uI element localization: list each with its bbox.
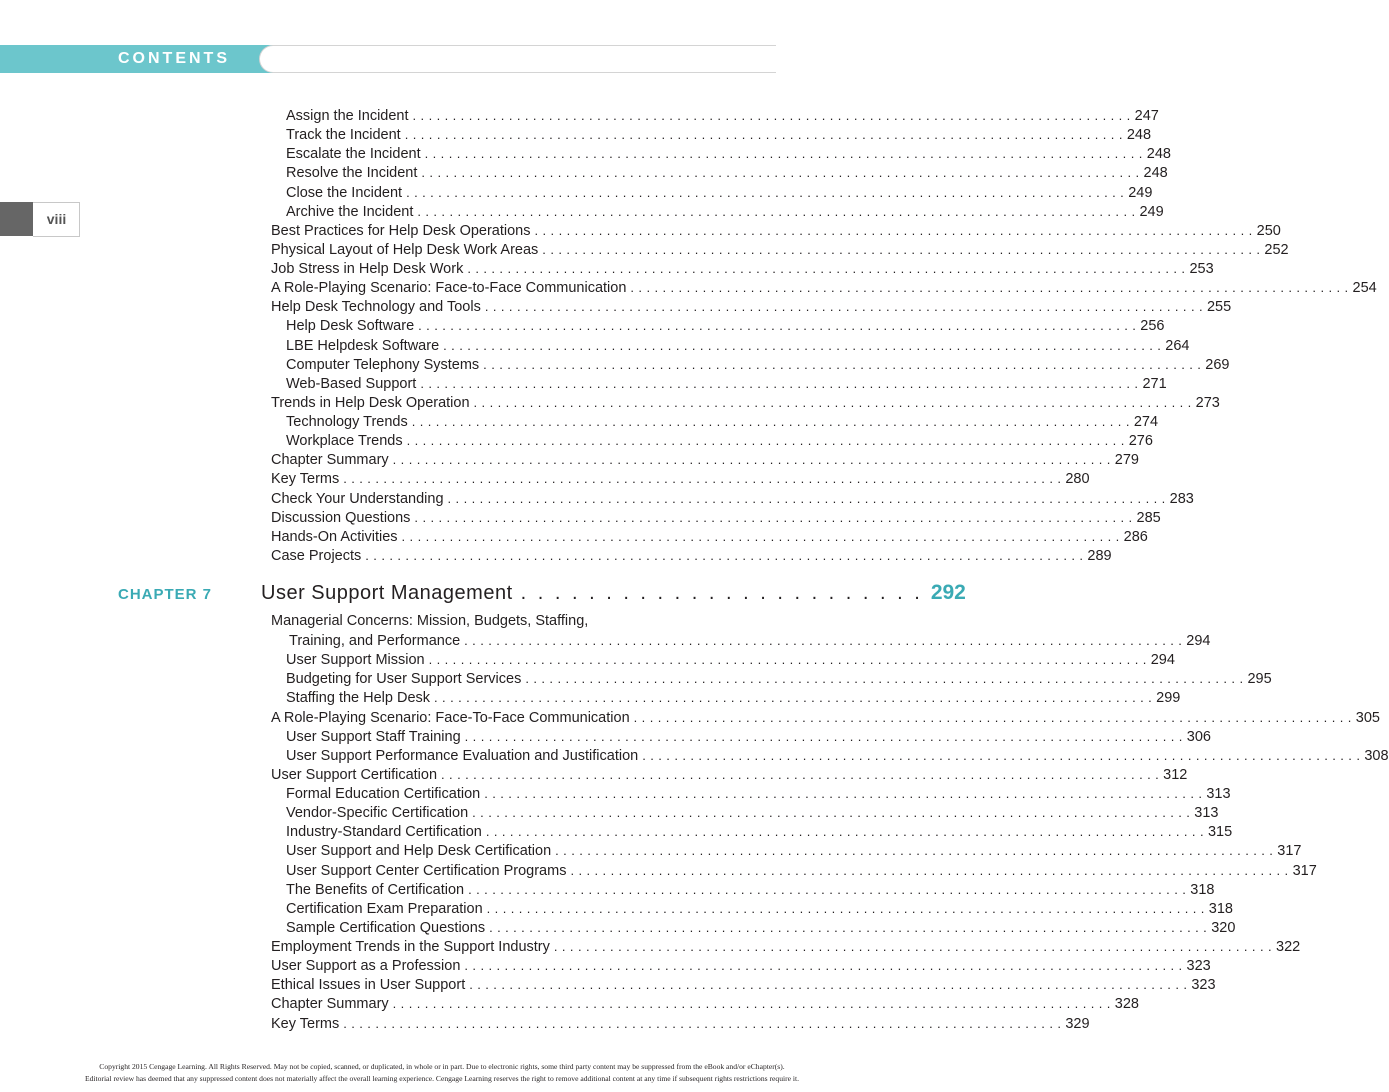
toc-entry-page: 289: [1087, 547, 1112, 564]
leader-dots: . . . . . . . . . . . . . . . . . . . . . . . . . . . . . . . . . . . . . . . . . . . . . . . . . . . . . . . . . . . . . . . . . . . . . . . . . . . . . . . . . . . . . . . . . .: [485, 824, 1204, 840]
toc-entry-title: Physical Layout of Help Desk Work Areas: [271, 241, 539, 258]
toc-entry-title: Chapter Summary: [271, 452, 389, 469]
toc-entry-page: 315: [1207, 824, 1233, 841]
toc-entry[interactable]: [289, 631, 1211, 650]
toc-entry-page: 312: [1163, 766, 1188, 783]
toc-entry[interactable]: [271, 489, 1194, 508]
toc-entry[interactable]: [271, 393, 1220, 412]
toc-entry[interactable]: [271, 508, 1161, 527]
leader-dots: . . . . . . . . . . . . . . . . . . . . . . . . . . . . . . . . . . . . . . . . . . . . . . . . . . . . . . . . . . . . . . . . . . . . . . . . . . . . . . . . . . . . . . . . . .: [406, 184, 1125, 200]
header-rule: [259, 45, 776, 73]
toc-entry[interactable]: [271, 956, 1211, 975]
page-title: CONTENTS: [118, 50, 230, 67]
toc-entry-title: User Support Performance Evaluation and Justification: [286, 747, 639, 764]
toc-entry-page: 280: [1065, 471, 1090, 488]
toc-entry-page: 256: [1140, 318, 1165, 335]
leader-dots: . . . . . . . . . . . . . . . . . . . . . . . . . . . . . . . . . . . . . . . . . . . . . . . . . . . . . . . . . . . . . . . . . . . . . . . . . . . . . . . . . . . . . . . . . .: [424, 146, 1143, 162]
toc-entry-title: Track the Incident: [286, 127, 401, 144]
toc-entry-title: Job Stress in Help Desk Work: [271, 261, 464, 278]
toc-entry-page: 294: [1150, 652, 1175, 669]
toc-entry-page: 273: [1195, 394, 1220, 411]
leader-dots: . . . . . . . . . . . . . . . . . . . . . . . . . . . . . . . . . . . . . . . . . . . . . . . . . . . . . . . . . . . . . . . . . . . . . . . . . . . . . . . . . . . . . . . . . .: [633, 709, 1352, 725]
toc-entry-title: Computer Telephony Systems: [286, 356, 480, 373]
toc-entry[interactable]: [286, 746, 1389, 765]
toc-entry-title: User Support Staff Training: [286, 728, 461, 745]
leader-dots: . . . . . . . . . . . . . . . . . . . . . . . . . . . . . . . . . . . . . . . . . . . . . . . . . . . . . . . . . . . . . . . . . . . . . . . . . . . . . . . . . . . . . . . . . .: [570, 862, 1289, 878]
leader-dots: . . . . . . . . . . . . . . . . . . . . . . . . . . . . . . . . . . . . . . . . . . . . . . . . . . . . . . . . . . . . . . . . . . . . . . . . . . . . . . . . . . . . . . . . . .: [469, 977, 1188, 993]
toc-entry-page: 299: [1156, 690, 1181, 707]
toc-entry-title: Certification Exam Preparation: [286, 900, 483, 917]
toc-entry-title: Archive the Incident: [286, 203, 414, 220]
toc-entry-title: Staffing the Help Desk: [286, 690, 431, 707]
toc-entry[interactable]: [286, 918, 1236, 937]
toc-entry[interactable]: [286, 412, 1159, 431]
leader-dots: . . . . . . . . . . . . . . . . . . . . . . . . . . . . . . . . . . . . . . . . . . . . . . . . . . . . . . . . . . . . . . . . . . . . . . . . . . . . . . . . . . . . . . . . . .: [464, 633, 1183, 648]
toc-entry[interactable]: [286, 727, 1211, 746]
toc-entry[interactable]: [286, 202, 1164, 221]
leader-dots: . . . . . . . . . . . . . . . . . . . . . . . . . . . . . . . . . . . . . . . . . . . . . . . . . . . . . . . . . . . . . . . . . . . . . . . . . . . . . . . . . . . . . . . . . .: [421, 165, 1140, 181]
leader-dots: . . . . . . . . . . . . . . . . . . . . . . . . . . . . . . . . . . . . . . . . . . . . . . . . . . . . . . . . . . . . . . . . . . . . . . . . . . . . . . . . . . . . . . . . . .: [467, 261, 1186, 277]
leader-dots: . . . . . . . . . . . . . . . . . . . . . . . . . . . . . . . . . . . . . . . . . . . . . . . . . . . . . . . . . . . . . . . . . . . . . . . . . . . . . . . . . . . . . . . . . .: [472, 805, 1191, 821]
toc-entry-page: 318: [1208, 900, 1233, 917]
toc-entry-title: Budgeting for User Support Services: [286, 671, 522, 688]
toc-entry-title: Hands-On Activities: [271, 528, 398, 545]
leader-dots: . . . . . . . . . . . . . . . . . . . . . . . . . . . . . . . . . . . . . . . . . . . . . . . . . . . . . . . . . . . . . . . . . . . . . . . . . . . . . . . . . . . . . . . . . .: [525, 671, 1244, 687]
toc-entry[interactable]: [286, 650, 1175, 669]
toc-entry-title: Close the Incident: [286, 184, 403, 201]
footer-line-2: Editorial review has deemed that any suppressed content does not materially affect the overall learning experience. Cengage Learning reserves the right to remove additional content at any time if subsequent rights restrictions require it.: [84, 1074, 800, 1083]
toc-entry-title: Help Desk Technology and Tools: [271, 299, 481, 316]
toc-entry[interactable]: [271, 278, 1377, 297]
toc-entry[interactable]: [271, 469, 1090, 488]
toc-entry-title: Technology Trends: [286, 414, 408, 431]
leader-dots: . . . . . . . . . . . . . . . . . . . . . . . . . . . . . . . . . . . . . . . . . . . . . . . . . . . . . . . . . . . . . . . . . . . . . . . . . . . . . . . . . . . . . . . . . .: [404, 127, 1123, 143]
toc-entry-page: 323: [1191, 977, 1216, 994]
page-marker-bar: [0, 202, 33, 236]
contents-header: [0, 45, 775, 73]
toc-entry[interactable]: [286, 125, 1152, 144]
leader-dots: . . . . . . . . . . . . . . . . . . . . . . . . . . . . . . . . . . . . . . . . . . . . . . . . . . . . . . . . . . . . . . . . . . . . . . . . . . . . . . . . . . . . . . . . . .: [406, 433, 1125, 449]
toc-entry-page: 252: [1264, 241, 1289, 258]
leader-dots: . . . . . . . . . . . . . . . . . . . . . . . . . . . . . . . . . . . . . . . . . . . . . . . . . . . . . . . . . . . . . . . . . . . . . . . . . . . . . . . . . . . . . . . . . .: [630, 280, 1349, 296]
leader-dots: . . . . . . . . . . . . . . . . . . . . . . . . . . . . . . . . . . . . . . . . . . . . . . . . . . . . . . . . . . . . . . . . . . . . . . . . . . . . . . . . . . . . . . . . . .: [392, 452, 1111, 468]
toc-entry[interactable]: [286, 316, 1165, 335]
leader-dots: . . . . . . . . . . . . . . . . . . . . . . . . . . . . . . . . . . . . . . . . . . . . . . . . . . . . . . . . . . . . . . . . . . . . . . . . . . . . . . . . . . . . . . . . . .: [484, 299, 1203, 315]
leader-dots: . . . . . . . . . . . . . . . . . . . . . . . . . . . . . . . . . . . . . . . . . . . . . . . . . . . . . . . . . . . . . . . . . . . . . . . . . . . . . . . . . . . . . . . . . .: [473, 394, 1192, 410]
toc-entry-page: 253: [1189, 261, 1214, 278]
leader-dots: . . . . . . . . . . . . . . . . . . . . . . . . . . . . . . . . . . . . . . . . . . . . . . . . . . . . . . . . . . . . . . . . . . . . . . . . . . . . . . . . . . . . . . . . . .: [441, 766, 1160, 782]
toc-entry[interactable]: [286, 374, 1167, 393]
toc-entry[interactable]: [286, 861, 1317, 880]
toc-entry-title: User Support and Help Desk Certification: [286, 843, 552, 860]
toc-entry[interactable]: [286, 784, 1231, 803]
toc-entry[interactable]: [286, 688, 1181, 707]
page-number: viii: [46, 211, 67, 227]
toc-entry[interactable]: [271, 765, 1188, 784]
chapter-label: CHAPTER 7: [118, 586, 213, 603]
toc-entry-page: 254: [1352, 280, 1377, 297]
leader-dots: . . . . . . . . . . . . . . . . . . . . . . . . . . . . . . . . . . . . . . . . . . . . . . . . . . . . . . . . . . . . . . . . . . . . . . . . . . . . . . . . . . . . . . . . . .: [434, 690, 1153, 706]
toc-entry-title: Vendor-Specific Certification: [286, 805, 469, 822]
toc-entry-title: Case Projects: [271, 547, 362, 564]
toc-entry-page: 308: [1364, 747, 1389, 764]
toc-entry-page: 274: [1133, 414, 1159, 431]
toc-entry[interactable]: [286, 106, 1159, 125]
chapter-page: 292: [930, 581, 966, 604]
toc-entry-page: 318: [1190, 881, 1215, 898]
toc-entry-page: 286: [1123, 528, 1148, 545]
toc-entry-heading[interactable]: Managerial Concerns: Mission, Budgets, Staffing,: [271, 613, 589, 629]
leader-dots: . . . . . . . . . . . . . . . . . . . . . . . . . . . . . . . . . . . . . . . . . . . . . . . . . . . . . . . . . . . . . . . . . . . . . . . . . . . . . . . . . . . . . . . . . .: [534, 222, 1253, 238]
toc-entry[interactable]: [271, 994, 1139, 1013]
toc-entry-title: Web-Based Support: [286, 375, 417, 392]
leader-dots: . . . . . . . . . . . . . . . . . . . . . . . . . . . . . . . . . . . . . . . . . . . . . . . . . . . . . . . . . . . . . . . . . . . . . . . . . . . . . . . . . . . . . . . . . .: [489, 919, 1208, 935]
leader-dots: . . . . . . . . . . . . . . . . . . . . . . . . . . . . . . . . . . . . . . . . . . . . . . . . . . . . . . . . . . . . . . . . . . . . . . . . . . . . . . . . . . . . . . . . . .: [443, 337, 1162, 353]
toc-entry[interactable]: [286, 355, 1230, 374]
toc-entry-page: 248: [1146, 146, 1171, 163]
toc-entry-title: A Role-Playing Scenario: Face-to-Face Communication: [271, 280, 627, 297]
toc-entry-title: User Support Certification: [271, 766, 438, 783]
toc-entry-page: 283: [1169, 490, 1194, 507]
toc-entry-page: 329: [1065, 1015, 1090, 1032]
toc-entry-page: 295: [1247, 671, 1272, 688]
leader-dots: . . . . . . . . . . . . . . . . . . . . . . . . . . . . . . . . . . . . . . . . . . . . . . . . . . . . . . . . . . . . . . . . . . . . . . . . . . . . . . . . . . . . . . . . . .: [468, 881, 1187, 897]
toc-entry-title: Discussion Questions: [271, 509, 411, 526]
toc-entry-title: Help Desk Software: [286, 318, 415, 335]
toc-entry[interactable]: [286, 669, 1272, 688]
toc-entry[interactable]: [286, 163, 1168, 182]
page-marker: [0, 202, 80, 236]
toc-entry-page: 249: [1139, 203, 1164, 220]
leader-dots: . . . . . . . . . . . . . . . . . . . . . . . . . . . . . . . . . . . . . . . . . . . . . . . . . . . . . . . . . . . . . . . . . . . . . . . . . . . . . . . . . . . . . . . . . .: [483, 356, 1202, 372]
toc-entry-title: Key Terms: [271, 1015, 340, 1032]
toc-entry[interactable]: [286, 183, 1153, 202]
toc-entry-page: 279: [1114, 452, 1139, 469]
toc-entry-title: Trends in Help Desk Operation: [271, 394, 470, 411]
toc-entry-page: 317: [1292, 862, 1317, 879]
toc-entry-page: 269: [1205, 356, 1230, 373]
toc-entry-title: The Benefits of Certification: [286, 881, 465, 898]
toc-entry-page: 322: [1276, 939, 1301, 956]
leader-dots: . . . . . . . . . . . . . . . . . . . . . . . . . . . . . . . . . . . . . . . . . . . . . . . . . . . . . . . . . . . . . . . . . . . . . . . . . . . . . . . . . . . . . . . . . .: [464, 958, 1183, 974]
leader-dots: . . . . . . . . . . . . . . . . . . . . . . . . . . . . . . . . . . . . . . . . . . . . . . . . . . . . . . . . . . . . . . . . . . . . . . . . . . . . . . . . . . . . . . . . . .: [420, 375, 1139, 391]
toc-entry[interactable]: [271, 546, 1112, 565]
toc-entry[interactable]: [271, 450, 1139, 469]
toc-entry[interactable]: [286, 144, 1171, 163]
toc-entry-page: 247: [1134, 108, 1159, 124]
leader-dots: . . . . . . . . . . . . . . . . . . . . . . . . . . . . . . . . . . . . . . . . . . . . . . . . . . . . . . . . . . . . . . . . . . . . . . . . . . . . . . . . . . . . . . . . . .: [412, 108, 1131, 123]
toc-entry[interactable]: [271, 259, 1214, 278]
toc-entry-title: Formal Education Certification: [286, 786, 481, 803]
toc-entry[interactable]: [286, 880, 1215, 899]
toc-entry[interactable]: [271, 708, 1380, 727]
leader-dots: . . . . . . . . . . . . . . . . . . . . . . . . . . . . . . . . . . . . . . . . . . . . . . . . . . . . . . . . . . . . . . . . . . . . . . . . . . . . . . . . . . . . . . . . . .: [484, 786, 1203, 802]
toc-entry-title: Best Practices for Help Desk Operations: [271, 222, 531, 239]
toc-entry-page: 313: [1206, 786, 1231, 803]
leader-dots: . . . . . . . . . . . . . . . . . . . . . . . . . . . . . . . . . . . . . . . . . . . . . . . . . . . . . . . . . . . . . . . . . . . . . . . . . . . . . . . . . . . . . . . . . .: [486, 900, 1205, 916]
toc-entry-page: 271: [1142, 375, 1167, 392]
leader-dots: . . . . . . . . . . . . . . . . . . . . . . . . . . . . . . . . . . . . . . . . . . . . . . . . . . . . . . . . . . . . . . . . . . . . . . . . . . . . . . . . . . . . . . . . . .: [447, 490, 1166, 506]
leader-dots: . . . . . . . . . . . . . . . . . . . . . . . . . . . . . . . . . . . . . . . . . . . . . . . . . . . . . . . . . . . . . . . . . . . . . . . . . . . . . . . . . . . . . . . . . .: [343, 1015, 1062, 1031]
toc-entry-page: 248: [1143, 165, 1168, 182]
toc-entry[interactable]: [286, 841, 1302, 860]
toc-entry-title: LBE Helpdesk Software: [286, 337, 440, 354]
footer-line-1: Copyright 2015 Cengage Learning. All Rights Reserved. May not be copied, scanned, or duplicated, in whole or in part. Due to electronic rights, some third party content may be suppressed from the eBook and/or eChapter(s).: [99, 1062, 785, 1071]
toc-entry-page: 248: [1126, 127, 1152, 144]
leader-dots: . . . . . . . . . . . . . . . . . . . . . . . . . . . . . . . . . . . . . . . . . . . . . . . . . . . . . . . . . . . . . . . . . . . . . . . . . . . . . . . . . . . . . . . . . .: [392, 996, 1111, 1012]
toc-entry-title: Industry-Standard Certification: [286, 824, 482, 841]
toc-entry[interactable]: [271, 527, 1148, 546]
leader-dots: . . . . . . . . . . . . . . . . . . . . . . . . . . . . . . . . . . . . . . . . . . . . . . . . . . . . . . . . . . . . . . . . . . . . . . . . . . . . . . . . . . . . . . . . . .: [417, 203, 1136, 219]
toc-entry-page: 313: [1194, 805, 1219, 822]
chapter-leader-dots: . . . . . . . . . . . . . . . . . . . . . . . .: [520, 582, 923, 604]
toc-entry-title: User Support Center Certification Programs: [286, 862, 567, 879]
toc-entry[interactable]: [286, 899, 1233, 918]
toc-entry[interactable]: [286, 803, 1219, 822]
leader-dots: . . . . . . . . . . . . . . . . . . . . . . . . . . . . . . . . . . . . . . . . . . . . . . . . . . . . . . . . . . . . . . . . . . . . . . . . . . . . . . . . . . . . . . . . . .: [411, 414, 1130, 430]
copyright-footer: [0, 1061, 884, 1085]
leader-dots: . . . . . . . . . . . . . . . . . . . . . . . . . . . . . . . . . . . . . . . . . . . . . . . . . . . . . . . . . . . . . . . . . . . . . . . . . . . . . . . . . . . . . . . . . .: [553, 939, 1272, 955]
leader-dots: . . . . . . . . . . . . . . . . . . . . . . . . . . . . . . . . . . . . . . . . . . . . . . . . . . . . . . . . . . . . . . . . . . . . . . . . . . . . . . . . . . . . . . . . . .: [542, 241, 1261, 257]
toc-entry-page: 317: [1277, 843, 1302, 860]
toc-entry-page: 264: [1165, 337, 1190, 354]
toc-entry-title: Training, and Performance: [289, 633, 461, 649]
leader-dots: . . . . . . . . . . . . . . . . . . . . . . . . . . . . . . . . . . . . . . . . . . . . . . . . . . . . . . . . . . . . . . . . . . . . . . . . . . . . . . . . . . . . . . . . . .: [343, 471, 1062, 487]
toc-entry-title: User Support as a Profession: [271, 958, 461, 975]
leader-dots: . . . . . . . . . . . . . . . . . . . . . . . . . . . . . . . . . . . . . . . . . . . . . . . . . . . . . . . . . . . . . . . . . . . . . . . . . . . . . . . . . . . . . . . . . .: [401, 528, 1120, 544]
leader-dots: . . . . . . . . . . . . . . . . . . . . . . . . . . . . . . . . . . . . . . . . . . . . . . . . . . . . . . . . . . . . . . . . . . . . . . . . . . . . . . . . . . . . . . . . . .: [365, 547, 1084, 563]
toc-entry-title: Workplace Trends: [286, 433, 403, 450]
toc-entry-page: 306: [1186, 728, 1211, 745]
toc-entry-page: 323: [1186, 958, 1211, 975]
toc-entry-title: Assign the Incident: [286, 108, 409, 124]
leader-dots: . . . . . . . . . . . . . . . . . . . . . . . . . . . . . . . . . . . . . . . . . . . . . . . . . . . . . . . . . . . . . . . . . . . . . . . . . . . . . . . . . . . . . . . . . .: [428, 652, 1147, 668]
toc-entry[interactable]: [271, 937, 1301, 956]
toc-entry-page: 255: [1206, 299, 1232, 316]
toc-entry-title: Sample Certification Questions: [286, 919, 486, 936]
toc-entry-page: 276: [1128, 433, 1153, 450]
toc-entry-page: 328: [1114, 996, 1139, 1013]
toc-entry[interactable]: [271, 240, 1289, 259]
leader-dots: . . . . . . . . . . . . . . . . . . . . . . . . . . . . . . . . . . . . . . . . . . . . . . . . . . . . . . . . . . . . . . . . . . . . . . . . . . . . . . . . . . . . . . . . . .: [418, 318, 1137, 334]
toc-entry-title: Escalate the Incident: [286, 146, 421, 163]
toc-entry-title: Ethical Issues in User Support: [271, 977, 466, 994]
toc-entry-title: User Support Mission: [286, 652, 425, 669]
leader-dots: . . . . . . . . . . . . . . . . . . . . . . . . . . . . . . . . . . . . . . . . . . . . . . . . . . . . . . . . . . . . . . . . . . . . . . . . . . . . . . . . . . . . . . . . . .: [555, 843, 1274, 859]
chapter-heading[interactable]: [261, 580, 966, 606]
toc-entry[interactable]: [286, 822, 1233, 841]
toc-entry-page: 285: [1136, 509, 1161, 526]
chapter-title: User Support Management: [261, 582, 513, 604]
toc-entry[interactable]: [271, 975, 1216, 994]
toc-entry-title: Employment Trends in the Support Industry: [271, 939, 550, 956]
toc-entry-page: 305: [1355, 709, 1380, 726]
toc-entry[interactable]: [271, 221, 1281, 240]
toc-entry-title: Resolve the Incident: [286, 165, 418, 182]
toc-entry-title: A Role-Playing Scenario: Face-To-Face Communication: [271, 709, 630, 726]
leader-dots: . . . . . . . . . . . . . . . . . . . . . . . . . . . . . . . . . . . . . . . . . . . . . . . . . . . . . . . . . . . . . . . . . . . . . . . . . . . . . . . . . . . . . . . . . .: [414, 509, 1133, 525]
toc-entry-title: Key Terms: [271, 471, 340, 488]
toc-entry[interactable]: [286, 431, 1153, 450]
toc-entry[interactable]: [271, 297, 1232, 316]
leader-dots: . . . . . . . . . . . . . . . . . . . . . . . . . . . . . . . . . . . . . . . . . . . . . . . . . . . . . . . . . . . . . . . . . . . . . . . . . . . . . . . . . . . . . . . . . .: [642, 747, 1361, 763]
toc-entry[interactable]: [271, 1014, 1090, 1033]
toc-entry-page: 320: [1211, 919, 1236, 936]
toc-entry-title: Chapter Summary: [271, 996, 389, 1013]
toc-entry[interactable]: [286, 336, 1190, 355]
toc-entry-title: Check Your Understanding: [271, 490, 444, 507]
toc-entry-page: 294: [1186, 633, 1211, 649]
leader-dots: . . . . . . . . . . . . . . . . . . . . . . . . . . . . . . . . . . . . . . . . . . . . . . . . . . . . . . . . . . . . . . . . . . . . . . . . . . . . . . . . . . . . . . . . . .: [464, 728, 1183, 744]
toc-entry-page: 250: [1256, 222, 1281, 239]
toc-entry-page: 249: [1128, 184, 1153, 201]
